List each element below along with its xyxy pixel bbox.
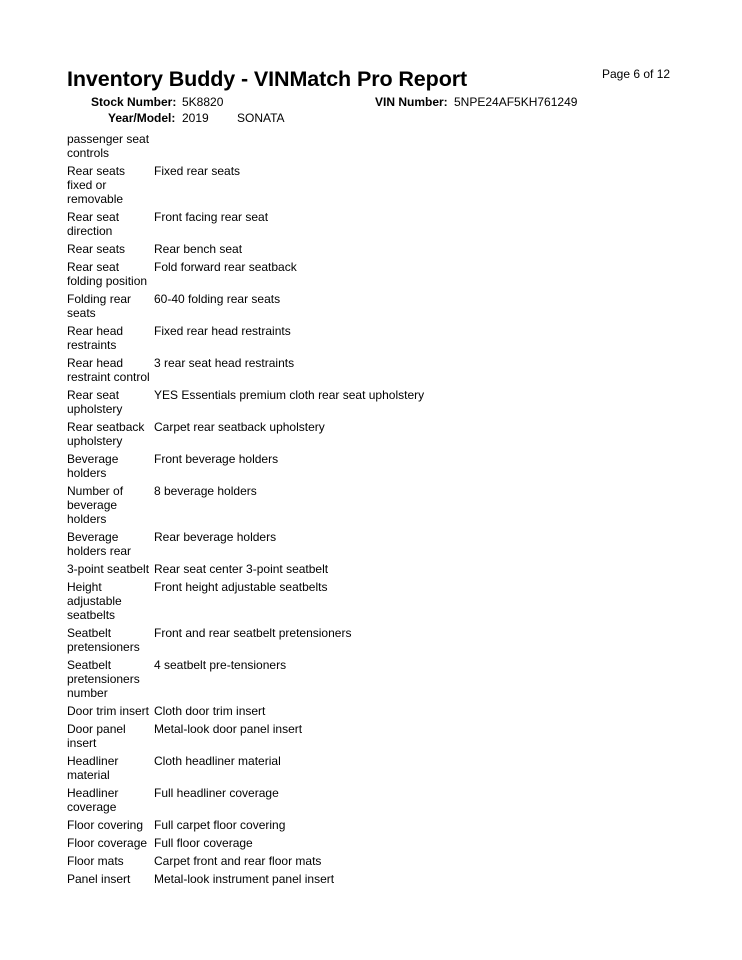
spec-label-line: restraint control [67, 370, 150, 384]
spec-label-line: Rear seat [67, 210, 120, 224]
spec-row [67, 530, 707, 558]
spec-value: Cloth door trim insert [154, 704, 266, 718]
spec-row [67, 356, 707, 384]
spec-row [67, 836, 707, 850]
spec-value: Front height adjustable seatbelts [154, 580, 328, 594]
spec-row [67, 452, 707, 480]
spec-label-line: folding position [67, 274, 148, 288]
spec-label [67, 260, 154, 288]
stock-number-label: Stock Number: [91, 95, 177, 109]
spec-label [67, 292, 154, 320]
spec-label [67, 854, 154, 868]
spec-label-line: restraints [67, 338, 117, 352]
spec-value: Full carpet floor covering [154, 818, 286, 832]
spec-row [67, 626, 707, 654]
spec-label-line: Beverage [67, 530, 119, 544]
spec-row [67, 164, 707, 206]
spec-label-line: beverage [67, 498, 118, 512]
spec-label [67, 626, 154, 654]
spec-label [67, 704, 154, 718]
spec-label-line: holders [67, 512, 107, 526]
spec-label-line: Rear seat [67, 388, 120, 402]
spec-value: Fold forward rear seatback [154, 260, 297, 274]
spec-value: 3 rear seat head restraints [154, 356, 295, 370]
spec-row [67, 484, 707, 526]
model-value: SONATA [237, 111, 285, 125]
spec-row [67, 818, 707, 832]
spec-row [67, 722, 707, 750]
spec-label-line: coverage [67, 800, 117, 814]
spec-label-line: Seatbelt [67, 626, 112, 640]
spec-label-line: Beverage [67, 452, 119, 466]
spec-label [67, 242, 154, 256]
spec-label-line: passenger seat [67, 132, 150, 146]
spec-value: 60-40 folding rear seats [154, 292, 281, 306]
spec-label-line: removable [67, 192, 124, 206]
spec-label-line: Height [67, 580, 102, 594]
spec-label [67, 836, 154, 850]
spec-value: Rear seat center 3-point seatbelt [154, 562, 329, 576]
spec-row [67, 704, 707, 718]
spec-row [67, 872, 707, 886]
year-model-label: Year/Model: [108, 111, 176, 125]
stock-number-value: 5K8820 [182, 95, 224, 109]
spec-label-line: Rear seat [67, 260, 120, 274]
spec-value: Front facing rear seat [154, 210, 269, 224]
spec-value: Carpet rear seatback upholstery [154, 420, 325, 434]
spec-row [67, 242, 707, 256]
spec-label-line: adjustable [67, 594, 122, 608]
spec-value: Carpet front and rear floor mats [154, 854, 322, 868]
spec-label-line: Floor covering [67, 818, 144, 832]
vin-number-label: VIN Number: [375, 95, 448, 109]
spec-label-line: Panel insert [67, 872, 131, 886]
spec-value: Rear beverage holders [154, 530, 277, 544]
spec-row [67, 658, 707, 700]
spec-label [67, 356, 154, 384]
report-title: Inventory Buddy - VINMatch Pro Report [67, 67, 468, 91]
spec-label-line: holders rear [67, 544, 132, 558]
spec-label [67, 580, 154, 622]
spec-label-line: material [67, 768, 110, 782]
spec-row [67, 132, 707, 160]
spec-label-line: Floor coverage [67, 836, 148, 850]
spec-label [67, 658, 154, 700]
spec-value: Metal-look instrument panel insert [154, 872, 335, 886]
spec-label [67, 210, 154, 238]
spec-label-line: Headliner [67, 754, 119, 768]
spec-label-line: Door panel [67, 722, 126, 736]
spec-row [67, 580, 707, 622]
vin-number-value: 5NPE24AF5KH761249 [454, 95, 578, 109]
spec-label-line: Floor mats [67, 854, 124, 868]
spec-label-line: Seatbelt [67, 658, 112, 672]
spec-row [67, 420, 707, 448]
spec-label-line: pretensioners [67, 672, 140, 686]
spec-label [67, 786, 154, 814]
spec-value: Full headliner coverage [154, 786, 279, 800]
spec-value: Front beverage holders [154, 452, 279, 466]
spec-label-line: insert [67, 736, 97, 750]
spec-label-line: seats [67, 306, 96, 320]
spec-label-line: Rear seats [67, 242, 126, 256]
spec-label-line: Folding rear [67, 292, 132, 306]
spec-value: Front and rear seatbelt pretensioners [154, 626, 352, 640]
spec-label-line: Headliner [67, 786, 119, 800]
spec-label-line: Rear seats [67, 164, 126, 178]
spec-label [67, 754, 154, 782]
spec-label-line: Rear head [67, 356, 124, 370]
spec-value: Metal-look door panel insert [154, 722, 303, 736]
spec-value: 4 seatbelt pre-tensioners [154, 658, 287, 672]
spec-value: Rear bench seat [154, 242, 243, 256]
spec-label [67, 420, 154, 448]
spec-label-line: seatbelts [67, 608, 116, 622]
spec-label-line: number [67, 686, 108, 700]
spec-label-line: Rear seatback [67, 420, 145, 434]
spec-label-line: controls [67, 146, 110, 160]
spec-label-line: 3-point seatbelt [67, 562, 150, 576]
spec-value: Full floor coverage [154, 836, 253, 850]
spec-row [67, 388, 707, 416]
spec-label [67, 164, 154, 206]
spec-row [67, 210, 707, 238]
spec-value: Fixed rear head restraints [154, 324, 291, 338]
spec-label-line: upholstery [67, 402, 123, 416]
spec-label-line: holders [67, 466, 107, 480]
spec-row [67, 754, 707, 782]
spec-value: Cloth headliner material [154, 754, 281, 768]
spec-row [67, 786, 707, 814]
spec-label [67, 388, 154, 416]
spec-label [67, 530, 154, 558]
spec-label-line: pretensioners [67, 640, 140, 654]
spec-label-line: direction [67, 224, 113, 238]
spec-label [67, 562, 154, 576]
spec-value: YES Essentials premium cloth rear seat upholstery [154, 388, 425, 402]
spec-label-line: upholstery [67, 434, 123, 448]
spec-label [67, 132, 154, 160]
spec-value: 8 beverage holders [154, 484, 257, 498]
spec-label [67, 872, 154, 886]
spec-label [67, 452, 154, 480]
page-number: Page 6 of 12 [602, 67, 671, 81]
year-value: 2019 [182, 111, 209, 125]
spec-row [67, 324, 707, 352]
spec-row [67, 854, 707, 868]
spec-label [67, 324, 154, 352]
spec-row [67, 292, 707, 320]
spec-row [67, 260, 707, 288]
spec-label-line: fixed or [67, 178, 107, 192]
spec-value: Fixed rear seats [154, 164, 241, 178]
spec-label [67, 818, 154, 832]
spec-row [67, 562, 707, 576]
spec-label [67, 484, 154, 526]
spec-label [67, 722, 154, 750]
spec-label-line: Door trim insert [67, 704, 150, 718]
spec-list [67, 132, 707, 890]
spec-label-line: Number of [67, 484, 124, 498]
spec-label-line: Rear head [67, 324, 124, 338]
